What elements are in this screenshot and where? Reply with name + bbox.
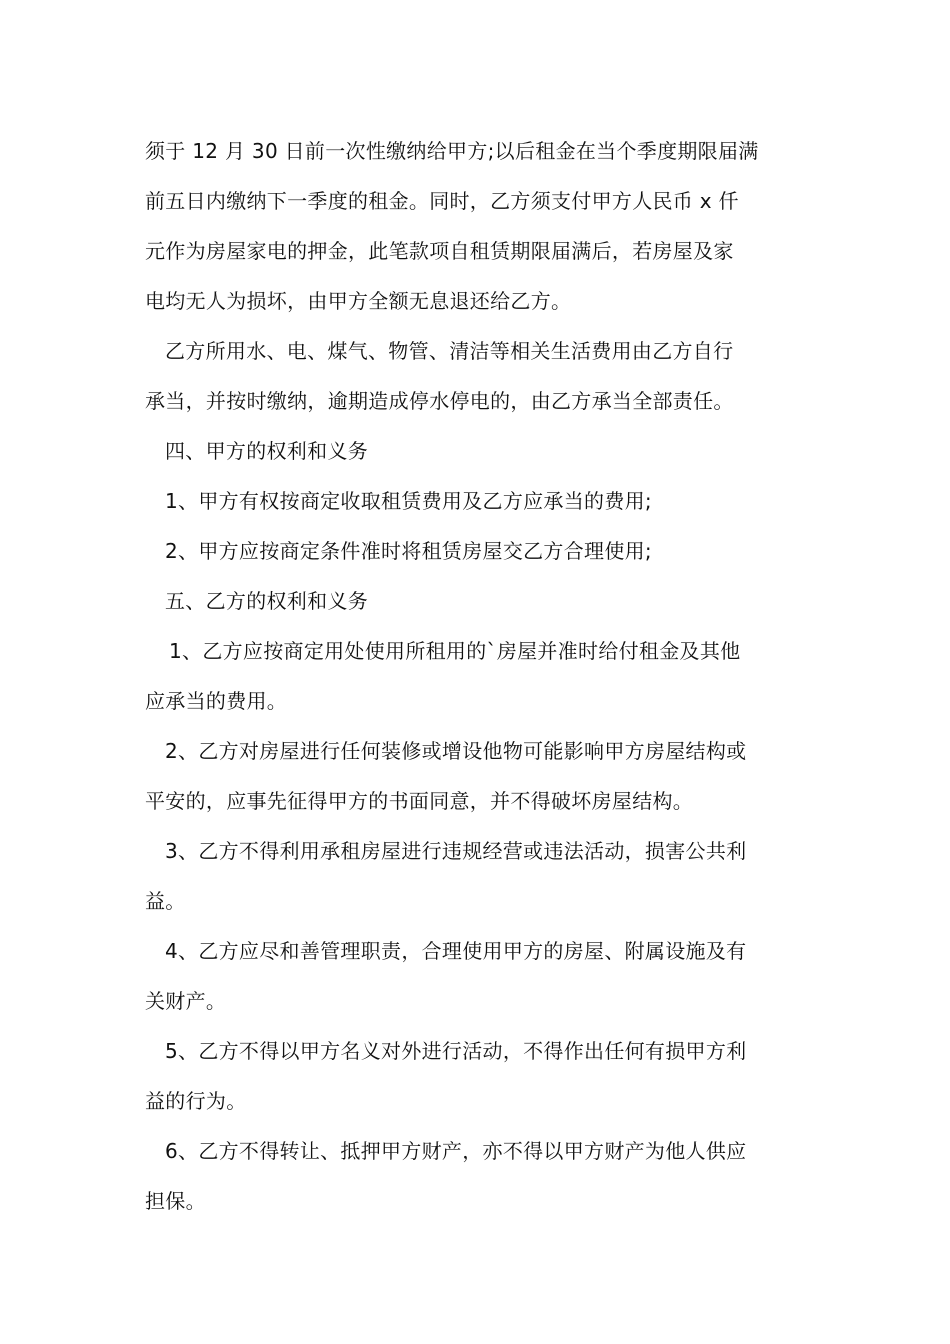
section-heading-5: 五、乙方的权利和义务	[165, 589, 368, 613]
paragraph-line: 平安的，应事先征得甲方的书面同意，并不得破坏房屋结构。	[145, 789, 694, 813]
list-item: 1、乙方应按商定用处使用所租用的`房屋并准时给付租金及其他	[169, 639, 741, 663]
paragraph-line: 担保。	[145, 1189, 206, 1213]
list-item: 2、甲方应按商定条件准时将租赁房屋交乙方合理使用;	[165, 539, 652, 563]
list-item: 3、乙方不得利用承租房屋进行违规经营或违法活动，损害公共利	[165, 839, 747, 863]
paragraph-line: 益的行为。	[145, 1089, 247, 1113]
paragraph-line: 益。	[145, 889, 186, 913]
list-item: 4、乙方应尽和善管理职责，合理使用甲方的房屋、附属设施及有	[165, 939, 747, 963]
paragraph-line: 应承当的费用。	[145, 689, 288, 713]
section-heading-4: 四、甲方的权利和义务	[165, 439, 368, 463]
list-item: 1、甲方有权按商定收取租赁费用及乙方应承当的费用;	[165, 489, 652, 513]
paragraph-line: 电均无人为损坏，由甲方全额无息退还给乙方。	[145, 289, 572, 313]
paragraph-line: 承当，并按时缴纳，逾期造成停水停电的，由乙方承当全部责任。	[145, 389, 734, 413]
paragraph-line: 元作为房屋家电的押金，此笔款项自租赁期限届满后，若房屋及家	[145, 239, 734, 263]
document-body	[145, 126, 825, 1226]
paragraph-line: 关财产。	[145, 989, 227, 1013]
list-item: 5、乙方不得以甲方名义对外进行活动，不得作出任何有损甲方利	[165, 1039, 747, 1063]
paragraph-line: 乙方所用水、电、煤气、物管、清洁等相关生活费用由乙方自行	[165, 339, 734, 363]
list-item: 6、乙方不得转让、抵押甲方财产，亦不得以甲方财产为他人供应	[165, 1139, 747, 1163]
paragraph-line: 前五日内缴纳下一季度的租金。同时，乙方须支付甲方人民币 x 仟	[145, 189, 739, 213]
paragraph-line: 须于 12 月 30 日前一次性缴纳给甲方;以后租金在当个季度期限届满	[145, 139, 759, 163]
list-item: 2、乙方对房屋进行任何装修或增设他物可能影响甲方房屋结构或	[165, 739, 747, 763]
